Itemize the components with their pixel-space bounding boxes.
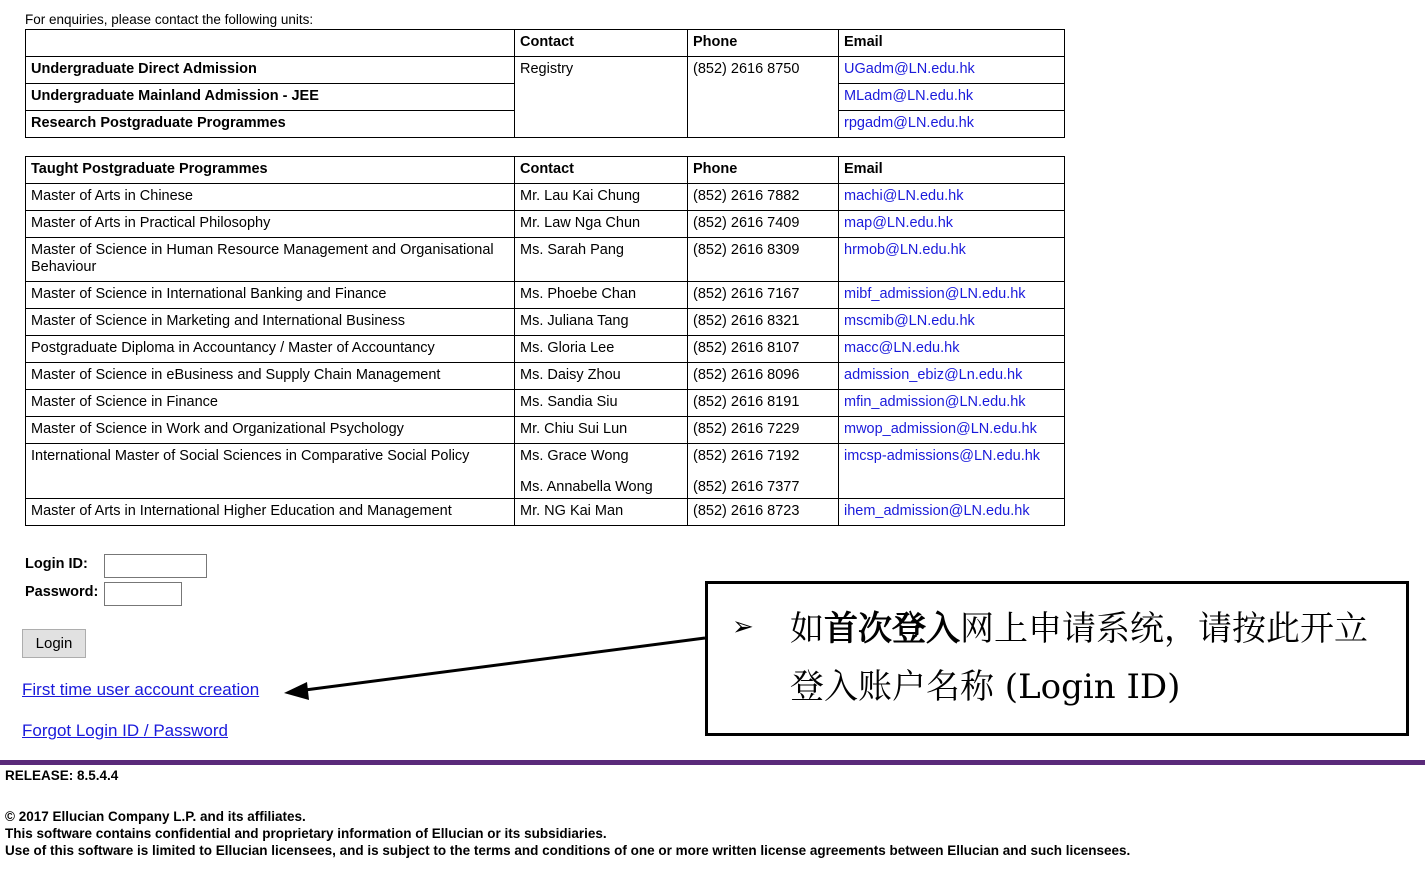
table-row [26, 499, 1065, 526]
programme-name: Master of Science in Finance [26, 390, 515, 417]
phone-number: (852) 2616 8191 [688, 390, 839, 417]
phone-number: (852) 2616 8321 [688, 309, 839, 336]
table-row [26, 444, 1065, 499]
phone-number: (852) 2616 7167 [688, 282, 839, 309]
release-version: RELEASE: 8.5.4.4 [5, 768, 119, 783]
programme-name: International Master of Social Sciences in Comparative Social Policy [26, 444, 515, 499]
table-header-row [26, 30, 1065, 57]
password-label: Password: [25, 584, 99, 600]
contact-cell [515, 444, 688, 499]
programme-name: Master of Science in International Banking and Finance [26, 282, 515, 309]
email-link[interactable]: rpgadm@LN.edu.hk [844, 115, 974, 131]
header-phone: Phone [688, 30, 839, 57]
header-email: Email [839, 157, 1065, 184]
header-cell [26, 30, 515, 57]
callout-text [790, 600, 1400, 716]
email-link[interactable]: mfin_admission@LN.edu.hk [844, 394, 1026, 410]
table-row [26, 282, 1065, 309]
login-button[interactable]: Login [22, 629, 86, 658]
contact-name: Mr. Lau Kai Chung [515, 184, 688, 211]
email-cell [839, 184, 1065, 211]
programme-name: Master of Science in Human Resource Management and Organisational Behaviour [26, 238, 515, 282]
first-time-account-creation-link[interactable]: First time user account creation [22, 680, 260, 699]
email-cell [839, 211, 1065, 238]
programme-name: Master of Arts in International Higher Education and Management [26, 499, 515, 526]
callout-text-lead: 如 [790, 609, 824, 649]
email-link[interactable]: imcsp-admissions@LN.edu.hk [844, 448, 1041, 464]
header-programme: Taught Postgraduate Programmes [26, 157, 515, 184]
contact-name: Ms. Daisy Zhou [515, 363, 688, 390]
login-id-input[interactable] [104, 554, 207, 578]
taught-postgraduate-table [25, 156, 1065, 526]
annotation-callout [705, 581, 1409, 736]
forgot-login-link[interactable]: Forgot Login ID / Password [22, 721, 228, 740]
contact-name: Ms. Sandia Siu [515, 390, 688, 417]
email-link[interactable]: ihem_admission@LN.edu.hk [844, 503, 1030, 519]
table-row [26, 238, 1065, 282]
email-cell [839, 282, 1065, 309]
email-cell [839, 309, 1065, 336]
contact-name: Ms. Phoebe Chan [515, 282, 688, 309]
programme-name: Master of Arts in Chinese [26, 184, 515, 211]
table-row [26, 390, 1065, 417]
unit-name: Research Postgraduate Programmes [26, 111, 515, 138]
phone-number: (852) 2616 8096 [688, 363, 839, 390]
phone-number: (852) 2616 7192 [693, 448, 800, 464]
license-line: Use of this software is limited to Ellucian licensees, and is subject to the terms and conditions of one or more written license agreements between Ellucian and such licensees. [5, 843, 1131, 858]
enquiries-intro: For enquiries, please contact the following units: [25, 12, 314, 27]
email-link[interactable]: admission_ebiz@Ln.edu.hk [844, 367, 1023, 383]
phone-number: (852) 2616 8107 [688, 336, 839, 363]
arrow-head [284, 682, 309, 700]
phone-number: (852) 2616 7882 [688, 184, 839, 211]
table-row [26, 336, 1065, 363]
programme-name: Master of Science in Work and Organizational Psychology [26, 417, 515, 444]
table-row [26, 309, 1065, 336]
table-header-row [26, 157, 1065, 184]
copyright-footer [5, 808, 1130, 859]
unit-name: Undergraduate Mainland Admission - JEE [26, 84, 515, 111]
email-cell [839, 84, 1065, 111]
phone-cell [688, 444, 839, 499]
contact-name-secondary: Ms. Annabella Wong [520, 479, 653, 495]
bullet-arrow-icon: ➢ [732, 612, 754, 642]
programme-name: Master of Science in eBusiness and Supply Chain Management [26, 363, 515, 390]
email-link[interactable]: mibf_admission@LN.edu.hk [844, 286, 1026, 302]
email-link[interactable]: machi@LN.edu.hk [844, 188, 964, 204]
table-row [26, 57, 1065, 84]
undergraduate-contacts-table [25, 29, 1065, 138]
table-row [26, 211, 1065, 238]
callout-text-rest: 网上申请系统，请按此开立登入账户名称 (Login ID) [790, 609, 1368, 707]
email-cell [839, 111, 1065, 138]
contact-cell: Registry [515, 57, 688, 138]
programme-name: Master of Arts in Practical Philosophy [26, 211, 515, 238]
email-cell [839, 417, 1065, 444]
email-link[interactable]: mscmib@LN.edu.hk [844, 313, 975, 329]
email-link[interactable]: map@LN.edu.hk [844, 215, 954, 231]
email-cell [839, 390, 1065, 417]
arrow-shaft [305, 638, 705, 690]
login-id-label: Login ID: [25, 556, 88, 572]
header-email: Email [839, 30, 1065, 57]
phone-number: (852) 2616 8723 [688, 499, 839, 526]
confidentiality-line: This software contains confidential and proprietary information of Ellucian or its subsidiaries. [5, 826, 607, 841]
callout-text-emphasis: 首次登入 [824, 609, 960, 649]
phone-cell: (852) 2616 8750 [688, 57, 839, 138]
email-cell [839, 57, 1065, 84]
programme-name: Postgraduate Diploma in Accountancy / Master of Accountancy [26, 336, 515, 363]
header-contact: Contact [515, 30, 688, 57]
contact-name: Mr. Law Nga Chun [515, 211, 688, 238]
contact-name: Mr. Chiu Sui Lun [515, 417, 688, 444]
table-row [26, 417, 1065, 444]
programme-name: Master of Science in Marketing and International Business [26, 309, 515, 336]
email-cell [839, 363, 1065, 390]
table-row [26, 184, 1065, 211]
contact-name: Ms. Juliana Tang [515, 309, 688, 336]
email-link[interactable]: UGadm@LN.edu.hk [844, 61, 975, 77]
unit-name: Undergraduate Direct Admission [26, 57, 515, 84]
email-link[interactable]: MLadm@LN.edu.hk [844, 88, 974, 104]
footer-divider [0, 760, 1425, 765]
email-link[interactable]: macc@LN.edu.hk [844, 340, 960, 356]
email-cell [839, 238, 1065, 282]
copyright-line: © 2017 Ellucian Company L.P. and its affiliates. [5, 809, 306, 824]
header-contact: Contact [515, 157, 688, 184]
password-input[interactable] [104, 582, 182, 606]
header-phone: Phone [688, 157, 839, 184]
email-cell [839, 336, 1065, 363]
phone-number: (852) 2616 7229 [688, 417, 839, 444]
phone-number: (852) 2616 7409 [688, 211, 839, 238]
contact-name: Ms. Sarah Pang [515, 238, 688, 282]
contact-name: Ms. Grace Wong [520, 448, 629, 464]
phone-number-secondary: (852) 2616 7377 [693, 479, 800, 495]
email-cell [839, 499, 1065, 526]
phone-number: (852) 2616 8309 [688, 238, 839, 282]
email-cell [839, 444, 1065, 499]
email-link[interactable]: hrmob@LN.edu.hk [844, 242, 966, 258]
table-row [26, 363, 1065, 390]
contact-name: Ms. Gloria Lee [515, 336, 688, 363]
email-link[interactable]: mwop_admission@LN.edu.hk [844, 421, 1037, 437]
contact-name: Mr. NG Kai Man [515, 499, 688, 526]
